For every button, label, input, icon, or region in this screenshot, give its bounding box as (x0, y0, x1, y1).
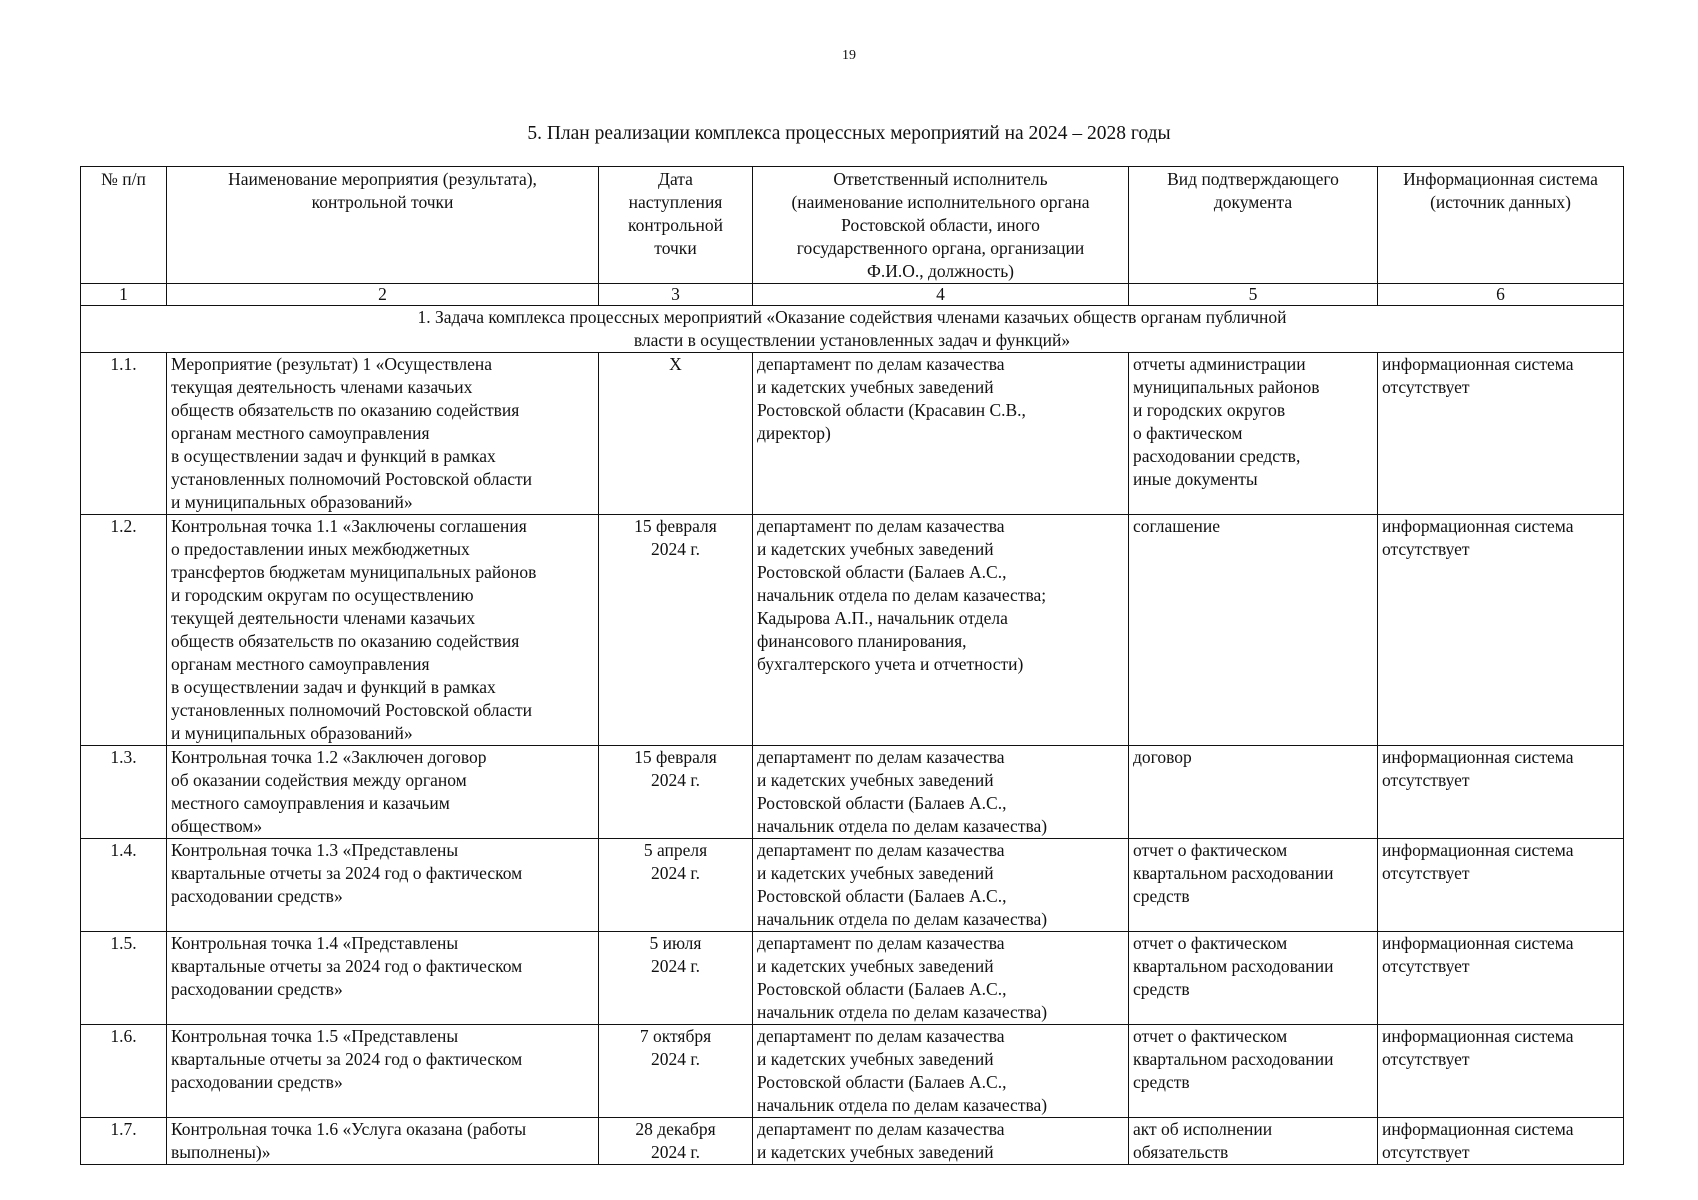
table-row (81, 839, 1624, 932)
table-row (81, 353, 1624, 515)
document-type: акт об исполнении обязательств (1129, 1118, 1378, 1165)
header-number: № п/п (81, 167, 167, 284)
activity-name: Контрольная точка 1.3 «Представлены квартальные отчеты за 2024 год о фактическом расходовании средств» (167, 839, 599, 932)
document-type: соглашение (1129, 515, 1378, 746)
column-number: 6 (1378, 284, 1624, 306)
column-number: 1 (81, 284, 167, 306)
header-responsible: Ответственный исполнитель (наименование исполнительного органа Ростовской области, иного государственного органа, организации Ф.И.О., должность) (753, 167, 1129, 284)
table-row (81, 746, 1624, 839)
column-number: 2 (167, 284, 599, 306)
information-system: информационная система отсутствует (1378, 515, 1624, 746)
page-number: 19 (842, 48, 856, 63)
table-row (81, 515, 1624, 746)
responsible-executor: департамент по делам казачества и кадетских учебных заведений Ростовской области (Балаев А.С., начальник отдела по делам казачества) (753, 932, 1129, 1025)
header-date: Дата наступления контрольной точки (599, 167, 753, 284)
activity-name: Мероприятие (результат) 1 «Осуществлена текущая деятельность членами казачьих обществ обязательств по оказанию содействия органам местного самоуправления в осуществлении задач и функций в рамках установленных полномочий Ростовской области и муниципальных образований» (167, 353, 599, 515)
information-system: информационная система отсутствует (1378, 932, 1624, 1025)
activity-name: Контрольная точка 1.4 «Представлены квартальные отчеты за 2024 год о фактическом расходовании средств» (167, 932, 599, 1025)
responsible-executor: департамент по делам казачества и кадетских учебных заведений Ростовской области (Балаев А.С., начальник отдела по делам казачества) (753, 1025, 1129, 1118)
responsible-executor: департамент по делам казачества и кадетских учебных заведений Ростовской области (Балаев А.С., начальник отдела по делам казачества) (753, 839, 1129, 932)
table-row (81, 1025, 1624, 1118)
activity-name: Контрольная точка 1.2 «Заключен договор об оказании содействия между органом местного самоуправления и казачьим обществом» (167, 746, 599, 839)
control-date: 5 апреля 2024 г. (599, 839, 753, 932)
row-number: 1.5. (81, 932, 167, 1025)
information-system: информационная система отсутствует (1378, 1025, 1624, 1118)
activity-name: Контрольная точка 1.5 «Представлены квартальные отчеты за 2024 год о фактическом расходовании средств» (167, 1025, 599, 1118)
responsible-executor: департамент по делам казачества и кадетских учебных заведений Ростовской области (Балаев А.С., начальник отдела по делам казачества; Кадырова А.П., начальник отдела финансового планирования, бухгалтерского учета и отчетности) (753, 515, 1129, 746)
row-number: 1.3. (81, 746, 167, 839)
implementation-plan-table (80, 166, 1624, 1165)
table-header-row (81, 167, 1624, 284)
column-number: 3 (599, 284, 753, 306)
control-date: 28 декабря 2024 г. (599, 1118, 753, 1165)
row-number: 1.7. (81, 1118, 167, 1165)
document-type: отчеты администрации муниципальных районов и городских округов о фактическом расходовании средств, иные документы (1129, 353, 1378, 515)
header-activity-name: Наименование мероприятия (результата), контрольной точки (167, 167, 599, 284)
table-row (81, 932, 1624, 1025)
responsible-executor: департамент по делам казачества и кадетских учебных заведений Ростовской области (Красавин С.В., директор) (753, 353, 1129, 515)
row-number: 1.6. (81, 1025, 167, 1118)
section-title: 1. Задача комплекса процессных мероприятий «Оказание содействия членами казачьих обществ органам публичной власти в осуществлении установленных задач и функций» (81, 306, 1624, 353)
control-date: X (599, 353, 753, 515)
column-number: 4 (753, 284, 1129, 306)
control-date: 15 февраля 2024 г. (599, 746, 753, 839)
responsible-executor: департамент по делам казачества и кадетских учебных заведений (753, 1118, 1129, 1165)
column-number: 5 (1129, 284, 1378, 306)
control-date: 15 февраля 2024 г. (599, 515, 753, 746)
header-document-type: Вид подтверждающего документа (1129, 167, 1378, 284)
activity-name: Контрольная точка 1.1 «Заключены соглашения о предоставлении иных межбюджетных трансфертов бюджетам муниципальных районов и городским округам по осуществлению текущей деятельности членами казачьих обществ обязательств по оказанию содействия органам местного самоуправления в осуществлении задач и функций в рамках установленных полномочий Ростовской области и муниципальных образований» (167, 515, 599, 746)
table-row (81, 1118, 1624, 1165)
section-row (81, 306, 1624, 353)
document-type: отчет о фактическом квартальном расходовании средств (1129, 932, 1378, 1025)
information-system: информационная система отсутствует (1378, 1118, 1624, 1165)
information-system: информационная система отсутствует (1378, 746, 1624, 839)
document-title: 5. План реализации комплекса процессных мероприятий на 2024 – 2028 годы (527, 123, 1171, 144)
row-number: 1.1. (81, 353, 167, 515)
document-type: отчет о фактическом квартальном расходовании средств (1129, 1025, 1378, 1118)
document-type: договор (1129, 746, 1378, 839)
header-info-system: Информационная система (источник данных) (1378, 167, 1624, 284)
control-date: 5 июля 2024 г. (599, 932, 753, 1025)
information-system: информационная система отсутствует (1378, 839, 1624, 932)
document-type: отчет о фактическом квартальном расходовании средств (1129, 839, 1378, 932)
responsible-executor: департамент по делам казачества и кадетских учебных заведений Ростовской области (Балаев А.С., начальник отдела по делам казачества) (753, 746, 1129, 839)
control-date: 7 октября 2024 г. (599, 1025, 753, 1118)
activity-name: Контрольная точка 1.6 «Услуга оказана (работы выполнены)» (167, 1118, 599, 1165)
information-system: информационная система отсутствует (1378, 353, 1624, 515)
column-number-row (81, 284, 1624, 306)
row-number: 1.4. (81, 839, 167, 932)
row-number: 1.2. (81, 515, 167, 746)
